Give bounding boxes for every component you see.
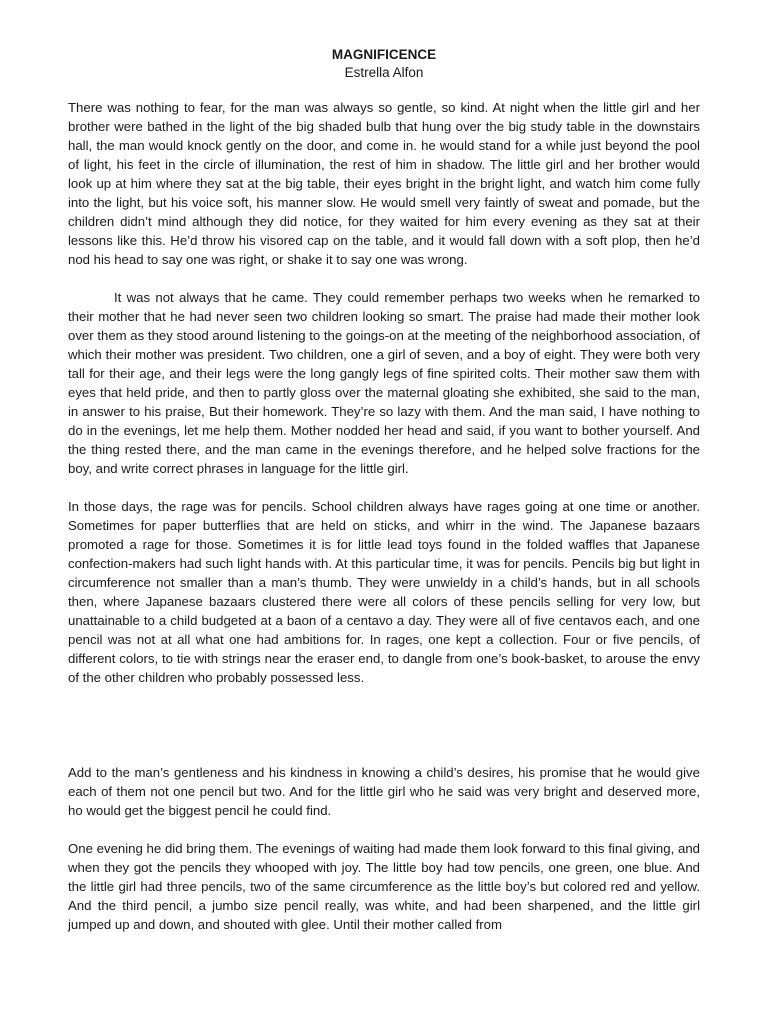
paragraph-4: Add to the man’s gentleness and his kindness in knowing a child’s desires, his promise that he would give each of them not one pencil but two. And for the little girl who he said was very bright and deserved more, ho would get the biggest pencil he could find.	[68, 765, 700, 818]
paragraph-1: There was nothing to fear, for the man was always so gentle, so kind. At night when the little girl and her brother were bathed in the light of the big shaded bulb that hung over the big study table in the downstairs hall, the man would knock gently on the door, and come in. he would stand for a while just beyond the pool of light, his feet in the circle of illumination, the rest of him in shadow. The little girl and her brother would look up at him where they sat at the big table, their eyes bright in the bright light, and watch him come fully into the light, but his voice soft, his manner slow. He would smell very faintly of sweat and pomade, but the children didn’t mind although they did notice, for they waited for him every evening as they sat at their lessons like this. He’d throw his visored cap on the table, and it would fall down with a soft plop, then he’d nod his head to say one was right, or shake it to say one was wrong.	[68, 100, 700, 267]
section-gap	[68, 706, 700, 763]
document-author: Estrella Alfon	[344, 65, 424, 80]
paragraph-3: In those days, the rage was for pencils. School children always have rages going at one time or another. Sometimes for paper butterflies that are held on sticks, and whirr in the wind. The Japanese bazaars promoted a rage for those. Sometimes it is for little lead toys found in the folded waffles that Japanese confection-makers had such light hands with. At this particular time, it was for pencils. Pencils big but light in circumference not smaller than a man’s thumb. They were unwieldy in a child’s hands, but in all schools then, where Japanese bazaars clustered there were all colors of these pencils selling for very low, but unattainable to a child budgeted at a baon of a centavo a day. They were all of five centavos each, and one pencil was not at all what one had ambitions for. In rages, one kept a collection. Four or five pencils, of different colors, to tie with strings near the eraser end, to dangle from one’s book-basket, to arouse the envy of the other children who probably possessed less.	[68, 499, 700, 685]
document-title: MAGNIFICENCE	[331, 47, 437, 62]
paragraph-5: One evening he did bring them. The evenings of waiting had made them look forward to this final giving, and when they got the pencils they whooped with joy. The little boy had tow pencils, one green, one blue. And the little girl had three pencils, two of the same circumference as the little boy’s but colored red and yellow. And the third pencil, a jumbo size pencil really, was white, and had been sharpened, and the little girl jumped up and down, and shouted with glee. Until their mother called from	[68, 841, 700, 932]
document-page	[68, 46, 700, 953]
paragraph-2: It was not always that he came. They could remember perhaps two weeks when he remarked to their mother that he had never seen two children looking so smart. The praise had made their mother look over them as they stood around listening to the goings-on at the meeting of the neighborhood association, of which their mother was president. Two children, one a girl of seven, and a boy of eight. They were both very tall for their age, and their legs were the long gangly legs of fine spirited colts. Their mother saw them with eyes that held pride, and then to partly gloss over the maternal gloating she exhibited, she said to the man, in answer to his praise, But their homework. They’re so lazy with them. And the man said, I have nothing to do in the evenings, let me help them. Mother nodded her head and said, if you want to bother yourself. And the thing rested there, and the man came in the evenings therefore, and he helped solve fractions for the boy, and write correct phrases in language for the little girl.	[68, 290, 700, 476]
